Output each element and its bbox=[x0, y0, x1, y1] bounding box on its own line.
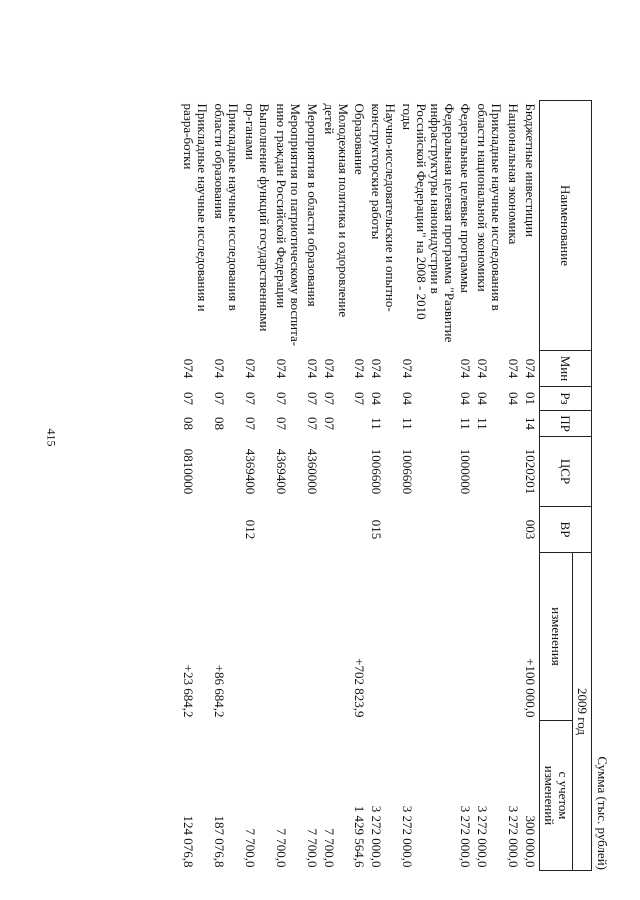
cell-name: Выполнение функций государственными ор-ганами bbox=[243, 103, 273, 332]
cell-vr bbox=[475, 507, 506, 553]
cell-change: +100 000,0 bbox=[523, 658, 539, 718]
table-body bbox=[181, 101, 540, 871]
cell-pr: 07 bbox=[243, 417, 259, 430]
table-row bbox=[352, 101, 369, 871]
header-csr: ЦСР bbox=[540, 437, 592, 507]
cell-change bbox=[475, 553, 506, 721]
header-change: изменения bbox=[540, 553, 573, 721]
cell-vr bbox=[305, 507, 322, 553]
cell-csr bbox=[352, 437, 369, 507]
cell-rz: 07 bbox=[274, 392, 290, 405]
cell-change bbox=[458, 553, 475, 721]
cell-rz: 07 bbox=[352, 392, 368, 405]
cell-total: 1 429 564,6 bbox=[352, 805, 368, 868]
header-vr: ВР bbox=[540, 507, 592, 553]
cell-name: Молодежная политика и оздоровление детей bbox=[322, 103, 352, 318]
cell-name: Бюджетные инвестиции bbox=[523, 103, 539, 237]
cell-csr bbox=[212, 437, 243, 507]
cell-name: Образование bbox=[352, 103, 368, 175]
units-label: Сумма (тыс. рублей) bbox=[595, 756, 610, 870]
cell-csr bbox=[322, 437, 352, 507]
budget-table bbox=[181, 100, 593, 871]
cell-name: Национальная экономика bbox=[506, 103, 522, 245]
header-with-changes: с учетом изменений bbox=[540, 721, 573, 871]
cell-total: 7 700,0 bbox=[322, 828, 338, 868]
cell-min: 074 bbox=[212, 358, 228, 379]
rotated-page-content bbox=[130, 100, 610, 870]
cell-pr: 11 bbox=[369, 417, 385, 430]
cell-name: Прикладные научные исследования в области национальной экономики bbox=[475, 103, 505, 311]
cell-vr bbox=[400, 507, 458, 553]
cell-name: Научно-исследовательские и опытно-конструкторские работы bbox=[369, 103, 399, 312]
cell-pr: 14 bbox=[523, 417, 539, 430]
table-row bbox=[322, 101, 352, 871]
table-row bbox=[212, 101, 243, 871]
table-row bbox=[458, 101, 475, 871]
cell-vr: 015 bbox=[369, 519, 385, 540]
cell-vr bbox=[212, 507, 243, 553]
cell-pr: 08 bbox=[181, 417, 197, 430]
cell-min: 074 bbox=[322, 358, 338, 379]
cell-total: 187 076,8 bbox=[212, 815, 228, 868]
cell-change: +702 823,9 bbox=[352, 658, 368, 718]
cell-rz: 04 bbox=[369, 392, 385, 405]
cell-total: 3 272 000,0 bbox=[369, 805, 385, 868]
cell-vr bbox=[352, 507, 369, 553]
cell-change: +23 684,2 bbox=[181, 664, 197, 718]
table-row bbox=[369, 101, 400, 871]
cell-rz: 07 bbox=[305, 392, 321, 405]
cell-total: 3 272 000,0 bbox=[506, 805, 522, 868]
cell-csr: 4360000 bbox=[305, 448, 321, 495]
table-row bbox=[506, 101, 523, 871]
table-row bbox=[400, 101, 458, 871]
cell-total: 7 700,0 bbox=[274, 828, 290, 868]
cell-name: Федеральная целевая программа "Развитие инфраструктуры наноиндустрии в Российской Федерации" на 2008 - 2010 годы bbox=[400, 103, 458, 343]
cell-change bbox=[369, 553, 400, 721]
cell-pr: 08 bbox=[212, 417, 228, 430]
cell-change bbox=[400, 553, 458, 721]
cell-min: 074 bbox=[274, 358, 290, 379]
cell-min: 074 bbox=[400, 358, 416, 379]
cell-name: Прикладные научные исследования и разра-ботки bbox=[181, 103, 211, 312]
cell-rz: 04 bbox=[506, 392, 522, 405]
cell-csr: 4369400 bbox=[274, 448, 290, 495]
table-row bbox=[274, 101, 305, 871]
table-row bbox=[305, 101, 322, 871]
cell-csr: 1020201 bbox=[523, 448, 539, 495]
table-header bbox=[540, 101, 592, 871]
cell-min: 074 bbox=[475, 358, 491, 379]
page-number: 415 bbox=[44, 428, 59, 447]
cell-min: 074 bbox=[352, 358, 368, 379]
cell-pr: 11 bbox=[458, 417, 474, 430]
cell-vr: 003 bbox=[523, 519, 539, 540]
cell-total: 3 272 000,0 bbox=[458, 805, 474, 868]
cell-change: +86 684,2 bbox=[212, 664, 228, 718]
cell-csr: 0810000 bbox=[181, 448, 197, 495]
cell-rz: 01 bbox=[523, 392, 539, 405]
cell-pr bbox=[352, 411, 369, 437]
cell-name: Прикладные научные исследования в области образования bbox=[212, 103, 242, 311]
cell-min: 074 bbox=[369, 358, 385, 379]
cell-rz: 07 bbox=[181, 392, 197, 405]
cell-total: 300 000,0 bbox=[523, 815, 539, 868]
table-row bbox=[475, 101, 506, 871]
cell-total: 3 272 000,0 bbox=[400, 805, 416, 868]
cell-change bbox=[322, 553, 352, 721]
header-name: Наименование bbox=[540, 101, 592, 351]
cell-change bbox=[506, 553, 523, 721]
cell-rz: 07 bbox=[243, 392, 259, 405]
header-min: Мин bbox=[540, 351, 592, 387]
cell-change bbox=[305, 553, 322, 721]
cell-total: 7 700,0 bbox=[243, 828, 259, 868]
cell-change bbox=[274, 553, 305, 721]
cell-min: 074 bbox=[181, 358, 197, 379]
cell-pr: 07 bbox=[305, 417, 321, 430]
cell-rz: 04 bbox=[400, 392, 416, 405]
cell-change bbox=[243, 553, 274, 721]
cell-total: 3 272 000,0 bbox=[475, 805, 491, 868]
table-row bbox=[181, 101, 212, 871]
cell-csr bbox=[506, 437, 523, 507]
cell-name: Мероприятия по патриотическому воспита-нию граждан Российской Федерации bbox=[274, 103, 304, 347]
cell-rz: 07 bbox=[212, 392, 228, 405]
cell-vr bbox=[274, 507, 305, 553]
cell-pr: 11 bbox=[475, 417, 491, 430]
cell-min: 074 bbox=[243, 358, 259, 379]
table-row bbox=[243, 101, 274, 871]
cell-pr: 07 bbox=[274, 417, 290, 430]
cell-min: 074 bbox=[523, 358, 539, 379]
cell-csr: 1006600 bbox=[369, 448, 385, 495]
cell-pr: 11 bbox=[400, 417, 416, 430]
cell-total: 124 076,8 bbox=[181, 815, 197, 868]
cell-csr bbox=[475, 437, 506, 507]
cell-csr: 4369400 bbox=[243, 448, 259, 495]
cell-name: Мероприятия в области образования bbox=[305, 103, 321, 307]
cell-pr: 07 bbox=[322, 417, 338, 430]
header-pr: ПР bbox=[540, 411, 592, 437]
header-year: 2009 год bbox=[573, 553, 592, 871]
cell-min: 074 bbox=[458, 358, 474, 379]
cell-csr: 1006600 bbox=[400, 448, 416, 495]
cell-vr bbox=[506, 507, 523, 553]
cell-csr: 1000000 bbox=[458, 448, 474, 495]
cell-min: 074 bbox=[506, 358, 522, 379]
cell-rz: 04 bbox=[458, 392, 474, 405]
cell-vr: 012 bbox=[243, 519, 259, 540]
cell-pr bbox=[506, 411, 523, 437]
table-row bbox=[523, 101, 540, 871]
cell-vr bbox=[322, 507, 352, 553]
cell-total: 7 700,0 bbox=[305, 828, 321, 868]
cell-min: 074 bbox=[305, 358, 321, 379]
cell-vr bbox=[458, 507, 475, 553]
header-rz: Рз bbox=[540, 387, 592, 411]
cell-name: Федеральные целевые программы bbox=[458, 103, 474, 293]
cell-rz: 07 bbox=[322, 392, 338, 405]
cell-vr bbox=[181, 507, 212, 553]
cell-rz: 04 bbox=[475, 392, 491, 405]
